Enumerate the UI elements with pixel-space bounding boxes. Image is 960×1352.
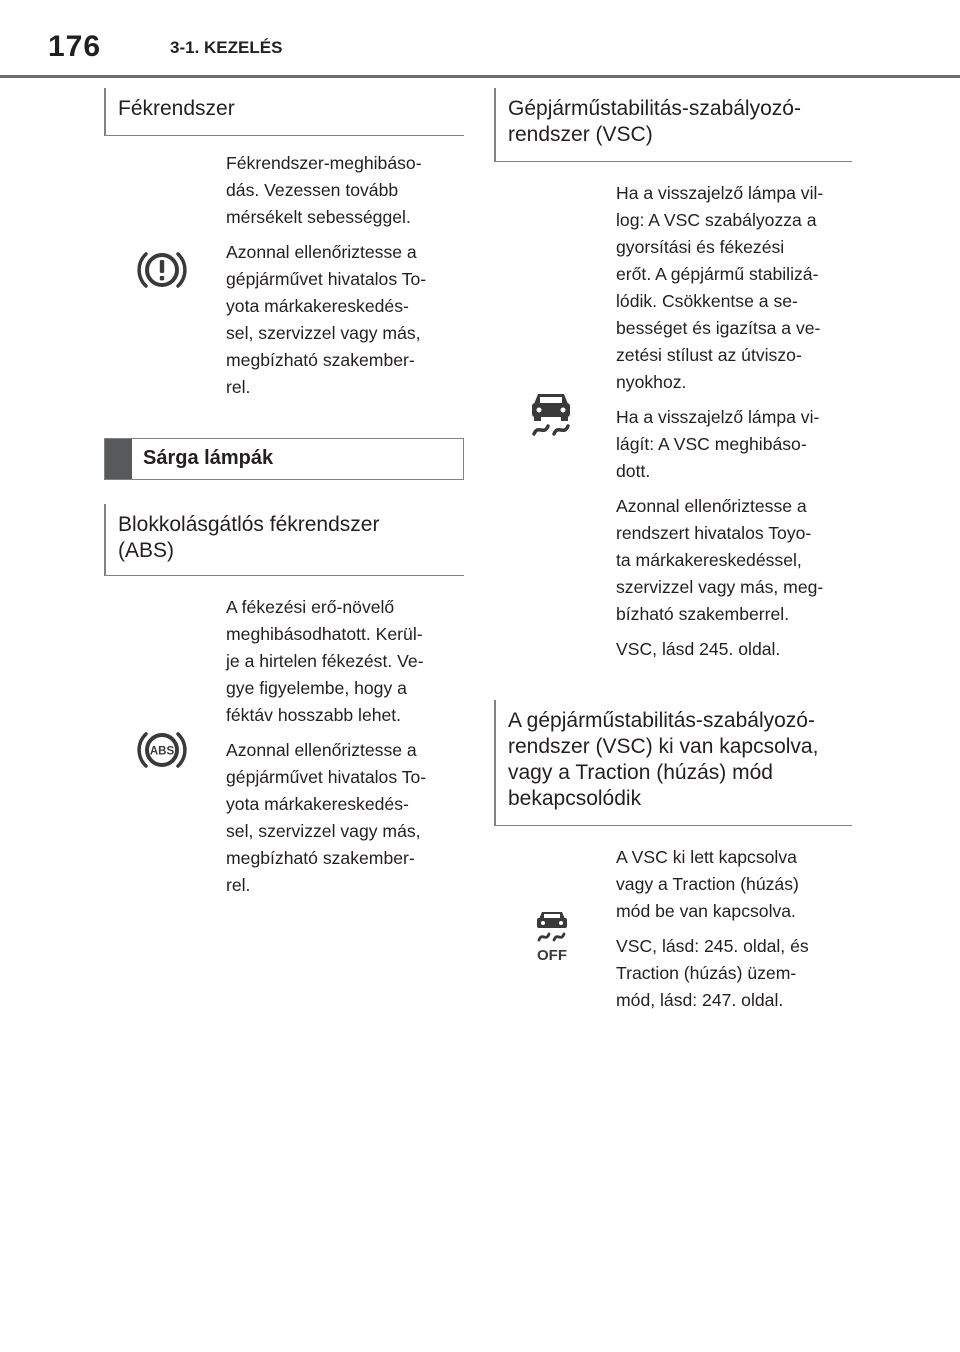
abs-entry	[104, 576, 464, 899]
abs-text	[226, 594, 464, 899]
vsc-off-icon-label: OFF	[537, 947, 567, 962]
vsc-heading	[494, 88, 852, 162]
vsc-paragraph: Azonnal ellenőriztesse a rendszert hivatalos Toyo- ta márkakereskedéssel, szervizzel vagy más, meg- bízható szakemberrel.	[616, 496, 824, 624]
page-number: 176	[48, 30, 102, 63]
vsc-off-icon	[534, 910, 570, 962]
section-title: 3-1. KEZELÉS	[170, 38, 283, 57]
brake-warning-icon	[136, 248, 188, 292]
page-header	[0, 0, 960, 80]
abs-icon-label: ABS	[149, 745, 175, 758]
vsc-off-paragraph: A VSC ki lett kapcsolva vagy a Traction (húzás) mód be van kapcsolva.	[616, 847, 799, 921]
vsc-off-text	[616, 844, 852, 1014]
brake-text	[226, 150, 464, 401]
vsc-off-heading	[494, 700, 852, 826]
vsc-text	[616, 180, 852, 663]
right-column	[494, 88, 852, 1022]
yellow-lights-heading	[104, 438, 464, 480]
brake-paragraph: Azonnal ellenőriztesse a gépjárművet hivatalos To- yota márkakereskedés- sel, szervizzel vagy más, megbízható szakember- rel.	[226, 242, 427, 397]
header-rule	[0, 75, 960, 78]
abs-paragraph: Azonnal ellenőriztesse a gépjárművet hivatalos To- yota márkakereskedés- sel, szervizzel vagy más, megbízható szakember- rel.	[226, 740, 427, 895]
vsc-paragraph: Ha a visszajelző lámpa vil- log: A VSC szabályozza a gyorsítási és fékezési erőt. A gépjármű stabilizá- lódik. Csökkentse a se- bességet és igazítsa a ve- zetési stílust az útviszo- nyokhoz.	[616, 183, 824, 392]
vsc-entry	[494, 162, 852, 700]
yellow-lights-heading-text: Sárga lámpák	[143, 447, 274, 469]
vsc-paragraph: Ha a visszajelző lámpa vi- lágít: A VSC meghibáso- dott.	[616, 407, 820, 481]
left-column	[104, 88, 464, 907]
vsc-off-heading-text: A gépjárműstabilitás-szabályozó- rendszer (VSC) ki van kapcsolva, vagy a Traction (húzás) mód bekapcsolódik	[508, 709, 819, 810]
abs-heading-text: Blokkolásgátlós fékrendszer (ABS)	[118, 513, 380, 562]
abs-paragraph: A fékezési erő-növelő meghibásodhatott. Kerül- je a hirtelen fékezést. Ve- gye figyelembe, hogy a féktáv hosszabb lehet.	[226, 597, 424, 725]
vsc-off-entry	[494, 826, 852, 1014]
brake-heading-text: Fékrendszer	[118, 97, 235, 120]
vsc-warning-icon	[528, 390, 574, 440]
heading-bar	[105, 439, 132, 479]
vsc-heading-text: Gépjárműstabilitás-szabályozó- rendszer (VSC)	[508, 97, 801, 146]
brake-entry	[104, 136, 464, 438]
abs-warning-icon	[136, 728, 188, 772]
brake-paragraph: Fékrendszer-meghibáso- dás. Vezessen tovább mérsékelt sebességgel.	[226, 153, 422, 227]
vsc-paragraph: VSC, lásd 245. oldal.	[616, 639, 781, 659]
brake-heading	[104, 88, 464, 136]
abs-heading	[104, 504, 464, 576]
vsc-off-paragraph: VSC, lásd: 245. oldal, és Traction (húzás) üzem- mód, lásd: 247. oldal.	[616, 936, 809, 1010]
